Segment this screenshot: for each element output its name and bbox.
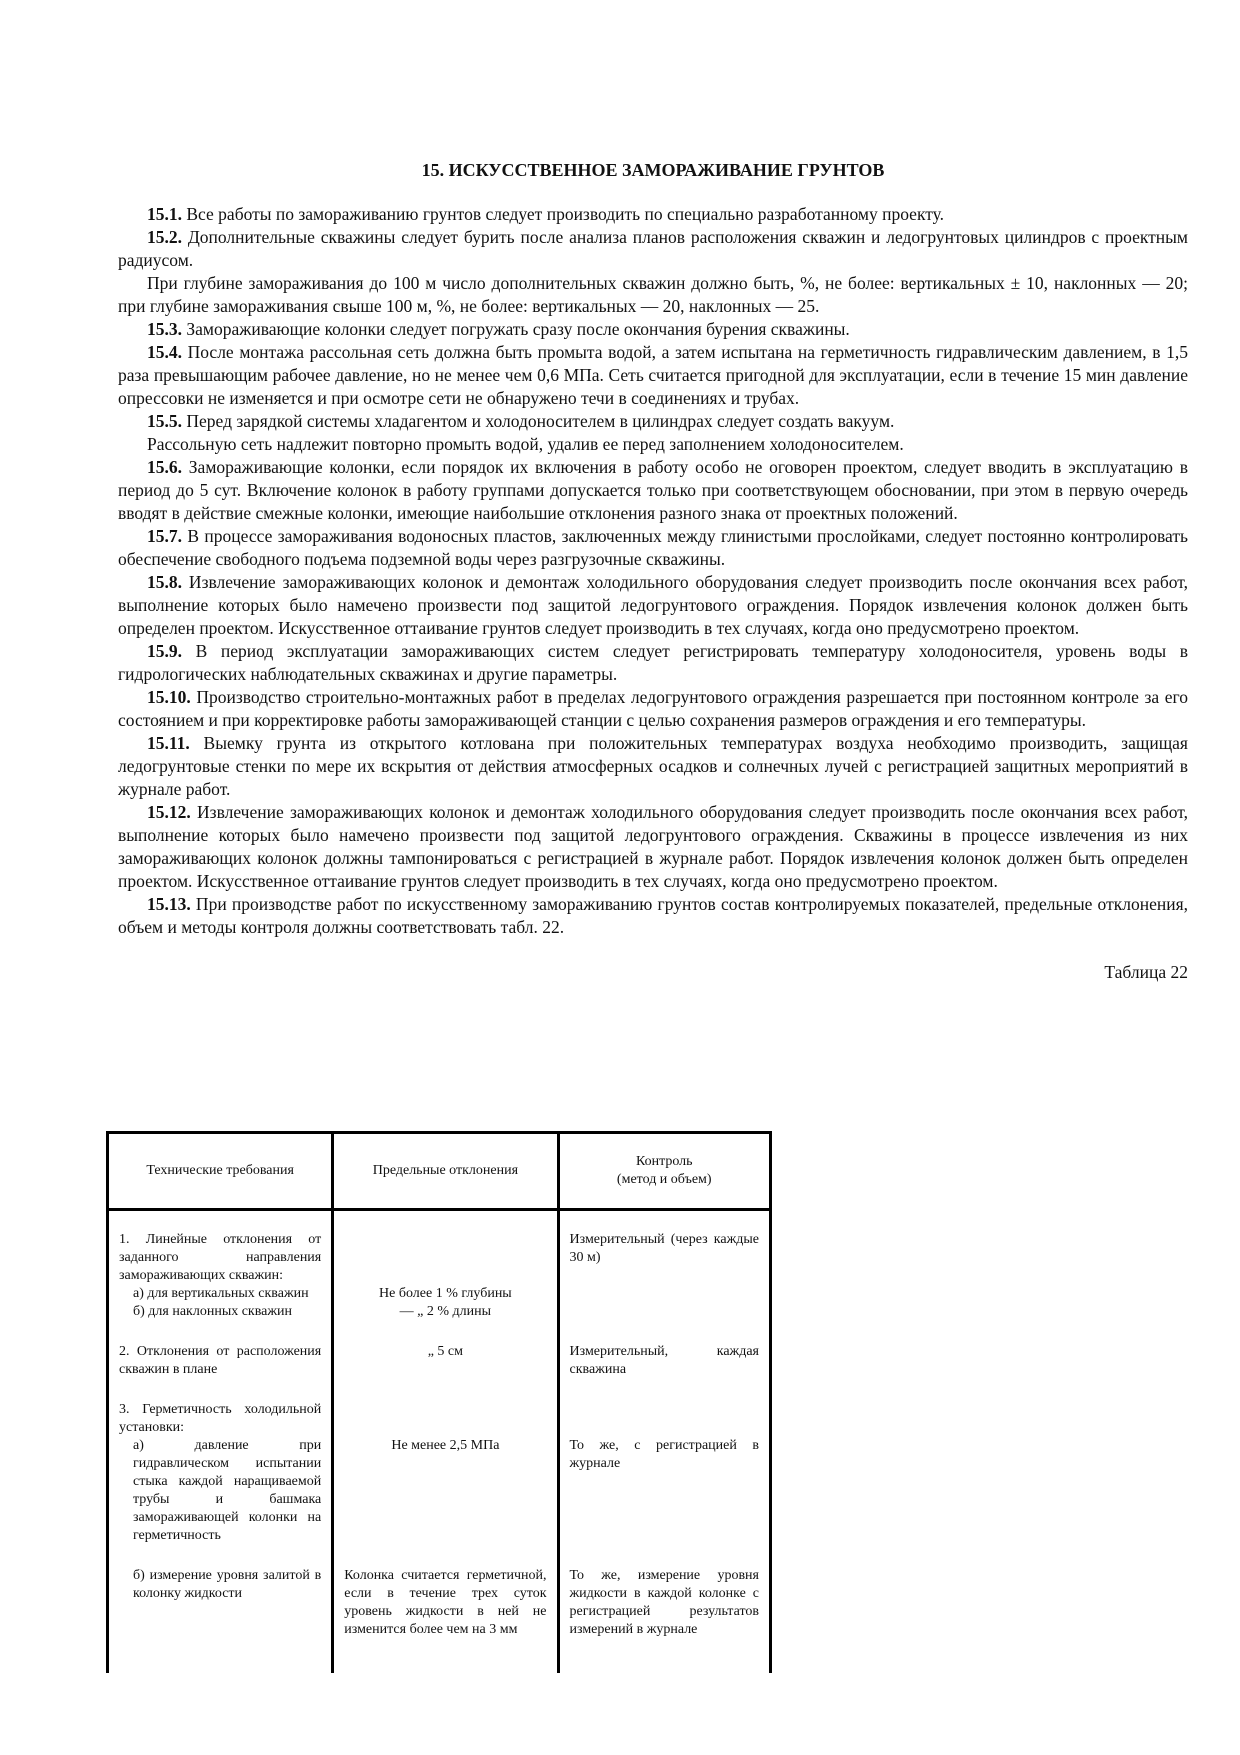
cell-control — [558, 1321, 771, 1379]
paragraphs — [118, 203, 1188, 939]
section-heading: 15. ИСКУССТВЕННОЕ ЗАМОРАЖИВАНИЕ ГРУНТОВ — [421, 160, 885, 180]
clause-text: В процессе замораживания водоносных пластов, заключенных между глинистыми прослойками, следует постоянно контролировать обеспечение свободного подъема подземной воды через разгрузочные скважины. — [118, 526, 1188, 569]
paragraph — [118, 226, 1188, 272]
ctrl-text: Измерительный, каждая скважина — [569, 1344, 759, 1377]
cell-control — [558, 1545, 771, 1673]
clause-text: Выемку грунта из открытого котлована при положительных температурах воздуха необходимо производить, защищая ледогрунтовые стенки по мере их вскрытия от действия атмосферных осадков и солнечных лучей с регистрацией защитных мероприятий в журнале работ. — [118, 733, 1188, 799]
clause-text: Перед зарядкой системы хладагентом и холодоносителем в цилиндрах следует создать вакуум. — [182, 411, 895, 431]
header-control-method: (метод и объем) — [616, 1172, 712, 1187]
ctrl-text: То же, с регистрацией в журнале — [569, 1438, 759, 1471]
paragraph — [118, 341, 1188, 410]
header-control-title: Контроль — [635, 1154, 693, 1169]
clause-number: 15.10. — [147, 687, 191, 707]
clause-number: 15.4. — [147, 342, 182, 362]
paragraph — [118, 410, 1188, 433]
paragraph — [118, 893, 1188, 939]
cell-deviation — [333, 1321, 558, 1379]
req-sub-a: а) для вертикальных скважин — [133, 1286, 309, 1301]
clause-number: 15.7. — [147, 526, 182, 546]
clause-text: Замораживающие колонки следует погружать сразу после окончания бурения скважины. — [182, 319, 850, 339]
cell-requirement — [108, 1210, 333, 1322]
clause-text: Извлечение замораживающих колонок и демонтаж холодильного оборудования следует производить после окончания всех работ, выполнение которых было намечено произвести под защитой ледогрунтового ограждения. Порядок извлечения колонок должен быть определен проектом. Искусственное оттаивание грунтов следует производить в тех случаях, когда оно предусмотрено проектом. — [118, 572, 1188, 638]
paragraph — [118, 571, 1188, 640]
req-sub-a: а) давление при гидравлическом испытании стыка каждой наращиваемой трубы и башмака замораживающей колонки на герметичность — [133, 1438, 322, 1543]
paragraph — [118, 433, 1188, 456]
dev-text: „ 5 см — [427, 1344, 464, 1359]
document-page — [118, 160, 1188, 983]
clause-text: При глубине замораживания до 100 м число дополнительных скважин должно быть, %, не более: вертикальных ± 10, наклонных — 20; при глубине замораживания свыше 100 м, %, не более: вертикальных — 20, наклонных — 25. — [118, 273, 1188, 316]
clause-text: Дополнительные скважины следует бурить после анализа планов расположения скважин и ледогрунтовых цилиндров с проектным радиусом. — [118, 227, 1188, 270]
table-caption: Таблица 22 — [1104, 962, 1188, 982]
ctrl-text: То же, измерение уровня жидкости в каждой колонке с регистрацией результатов измерений в журнале — [569, 1568, 759, 1637]
clause-number: 15.2. — [147, 227, 182, 247]
header-requirements: Технические требования — [108, 1133, 333, 1210]
cell-requirement — [108, 1379, 333, 1545]
dev-a: Не более 1 % глубины — [379, 1286, 512, 1301]
dev-b: — „ 2 % длины — [399, 1304, 492, 1319]
clause-number: 15.3. — [147, 319, 182, 339]
clause-number: 15.5. — [147, 411, 182, 431]
cell-control — [558, 1379, 771, 1545]
clause-text: Замораживающие колонки, если порядок их включения в работу особо не оговорен проектом, следует вводить в эксплуатацию в период до 5 сут. Включение колонок в работу группами допускается только при соответствующем обосновании, при этом в первую очередь вводят в действие смежные колонки, имеющие наибольшие отклонения разного знака от проектных положений. — [118, 457, 1188, 523]
req-text: б) измерение уровня залитой в колонку жидкости — [133, 1568, 322, 1601]
cell-requirement — [108, 1321, 333, 1379]
clause-text: При производстве работ по искусственному замораживанию грунтов состав контролируемых показателей, предельные отклонения, объем и методы контроля должны соответствовать табл. 22. — [118, 894, 1188, 937]
paragraph — [118, 272, 1188, 318]
cell-deviation — [333, 1210, 558, 1322]
table-header-row — [108, 1133, 771, 1210]
clause-text: Рассольную сеть надлежит повторно промыть водой, удалив ее перед заполнением холодоносителем. — [147, 434, 904, 454]
paragraph — [118, 732, 1188, 801]
req-sub-b: б) для наклонных скважин — [133, 1304, 293, 1319]
clause-text: Все работы по замораживанию грунтов следует производить по специально разработанному проекту. — [182, 204, 945, 224]
clause-number: 15.6. — [147, 457, 182, 477]
cell-control: Измерительный (через каждые 30 м) — [558, 1210, 771, 1322]
clause-number: 15.11. — [147, 733, 190, 753]
requirements-table — [106, 1131, 772, 1673]
clause-number: 15.12. — [147, 802, 191, 822]
paragraph — [118, 686, 1188, 732]
paragraph — [118, 318, 1188, 341]
clause-text: Извлечение замораживающих колонок и демонтаж холодильного оборудования следует производить после окончания всех работ, выполнение которых было намечено произвести под защитой ледогрунтового ограждения. Скважины в процессе извлечения из них замораживающих колонок должны тампонироваться с регистрацией в журнале работ. Порядок извлечения колонок должен быть определен проектом. Искусственное оттаивание грунтов следует производить в тех случаях, когда оно предусмотрено проектом. — [118, 802, 1188, 891]
paragraph — [118, 801, 1188, 893]
header-control — [558, 1133, 771, 1210]
clause-number: 15.9. — [147, 641, 182, 661]
paragraph — [118, 456, 1188, 525]
cell-deviation — [333, 1379, 558, 1545]
paragraph — [118, 525, 1188, 571]
req-text: 1. Линейные отклонения от заданного направления замораживающих скважин: — [119, 1232, 322, 1283]
table-row — [108, 1321, 771, 1379]
clause-number: 15.13. — [147, 894, 191, 914]
table-row — [108, 1210, 771, 1322]
clause-text: В период эксплуатации замораживающих систем следует регистрировать температуру холодоносителя, уровень воды в гидрологических наблюдательных скважинах и другие параметры. — [118, 641, 1188, 684]
header-deviations: Предельные отклонения — [333, 1133, 558, 1210]
paragraph — [118, 640, 1188, 686]
req-text: 2. Отклонения от расположения скважин в плане — [119, 1344, 322, 1377]
cell-requirement — [108, 1545, 333, 1673]
req-text: 3. Герметичность холодильной установки: — [119, 1402, 322, 1435]
table-row — [108, 1379, 771, 1545]
table-row — [108, 1545, 771, 1673]
clause-number: 15.1. — [147, 204, 182, 224]
paragraph — [118, 203, 1188, 226]
clause-number: 15.8. — [147, 572, 182, 592]
clause-text: Производство строительно-монтажных работ в пределах ледогрунтового ограждения разрешается при постоянном контроле за его состоянием и при корректировке работы замораживающей станции с целью сохранения размеров ограждения и его температуры. — [118, 687, 1188, 730]
dev-text: Не менее 2,5 МПа — [391, 1438, 500, 1453]
clause-text: После монтажа рассольная сеть должна быть промыта водой, а затем испытана на герметичность гидравлическим давлением, в 1,5 раза превышающим рабочее давление, но не менее чем 0,6 МПа. Сеть считается пригодной для эксплуатации, если в течение 15 мин давление опрессовки не изменяется и при осмотре сети не обнаружено течи в соединениях и трубах. — [118, 342, 1188, 408]
cell-deviation — [333, 1545, 558, 1673]
dev-text: Колонка считается герметичной, если в течение трех суток уровень жидкости в ней не изменится более чем на 3 мм — [344, 1568, 547, 1637]
